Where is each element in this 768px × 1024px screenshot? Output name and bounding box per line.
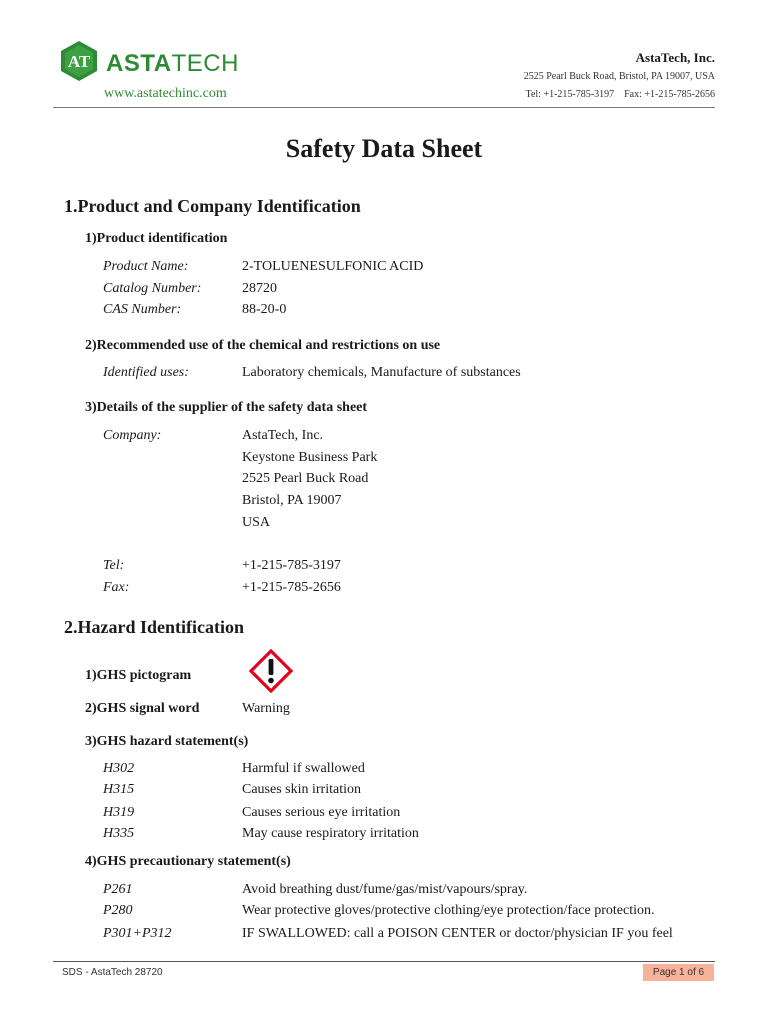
product-name-value: 2-TOLUENESULFONIC ACID <box>242 259 424 274</box>
precaution-text: Avoid breathing dust/fume/gas/mist/vapours/spray. <box>242 882 528 897</box>
hazard-code: H335 <box>103 826 135 841</box>
product-name-label: Product Name: <box>103 259 189 274</box>
hazard-text: Harmful if swallowed <box>242 761 365 776</box>
address-line: Keystone Business Park <box>242 450 378 465</box>
precaution-text: Wear protective gloves/protective clothing/eye protection/face protection. <box>242 903 655 918</box>
hazard-code: H319 <box>103 805 135 820</box>
ghs-precautionary-statements-heading: 4)GHS precautionary statement(s) <box>85 854 291 869</box>
cas-number-value: 88-20-0 <box>242 302 287 317</box>
identified-uses-label: Identified uses: <box>103 365 189 380</box>
tel-label: Tel: <box>103 558 125 573</box>
hazard-code: H315 <box>103 782 135 797</box>
recommended-use-heading: 2)Recommended use of the chemical and restrictions on use <box>85 338 441 353</box>
company-address: 2525 Pearl Buck Road, Bristol, PA 19007, USA <box>523 71 715 82</box>
company-label: Company: <box>103 428 162 443</box>
page-number-badge: Page 1 of 6 <box>643 964 714 981</box>
address-line: USA <box>242 515 271 530</box>
tel-value: +1-215-785-3197 <box>242 558 341 573</box>
supplier-details-heading: 3)Details of the supplier of the safety data sheet <box>85 400 368 415</box>
catalog-number-label: Catalog Number: <box>103 281 202 296</box>
section-2-heading: 2.Hazard Identification <box>64 617 244 637</box>
company-name: AstaTech, Inc. <box>635 50 715 65</box>
brand-logo-light: TECH <box>171 50 239 77</box>
brand-logo-text <box>106 50 239 78</box>
identified-uses-value: Laboratory chemicals, Manufacture of substances <box>242 365 521 380</box>
product-identification-heading: 1)Product identification <box>85 231 228 246</box>
cas-number-label: CAS Number: <box>103 302 182 317</box>
company-contact: Tel: +1-215-785-3197 Fax: +1-215-785-2656 <box>525 89 715 100</box>
fax-label: Fax: <box>103 580 130 595</box>
precaution-code: P261 <box>103 882 133 897</box>
catalog-number-value: 28720 <box>242 281 277 296</box>
precaution-code: P301+P312 <box>103 926 172 941</box>
address-line: Bristol, PA 19007 <box>242 493 342 508</box>
fax-value: +1-215-785-2656 <box>242 580 341 595</box>
astatech-logo-icon <box>60 40 98 82</box>
ghs-signal-word-heading: 2)GHS signal word <box>85 701 200 716</box>
address-line: 2525 Pearl Buck Road <box>242 471 369 486</box>
exclamation-mark-hazard-icon <box>249 649 293 693</box>
ghs-hazard-statements-heading: 3)GHS hazard statement(s) <box>85 734 249 749</box>
precaution-text: IF SWALLOWED: call a POISON CENTER or doctor/physician IF you feel <box>242 926 673 941</box>
website-link[interactable]: www.astatechinc.com <box>104 86 227 101</box>
brand-logo-bold: ASTA <box>106 50 172 77</box>
signal-word-value: Warning <box>242 701 290 716</box>
ghs-pictogram-heading: 1)GHS pictogram <box>85 668 192 683</box>
svg-text:AT: AT <box>67 52 91 71</box>
section-1-heading: 1.Product and Company Identification <box>64 196 361 216</box>
hazard-text: Causes serious eye irritation <box>242 805 401 820</box>
precaution-code: P280 <box>103 903 133 918</box>
hazard-text: May cause respiratory irritation <box>242 826 419 841</box>
header-divider <box>53 107 715 108</box>
hazard-text: Causes skin irritation <box>242 782 361 797</box>
footer-document-id: SDS - AstaTech 28720 <box>62 967 163 978</box>
footer-divider <box>53 961 715 962</box>
address-line: AstaTech, Inc. <box>242 428 324 443</box>
document-title: Safety Data Sheet <box>285 134 483 163</box>
hazard-code: H302 <box>103 761 135 776</box>
